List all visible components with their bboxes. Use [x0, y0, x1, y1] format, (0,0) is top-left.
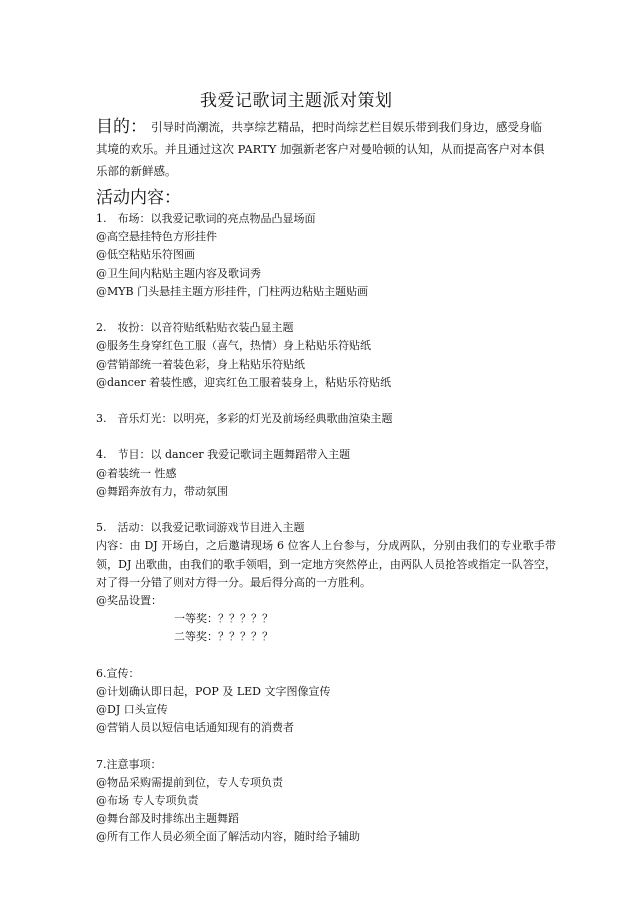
purpose-heading: 目的： [96, 117, 147, 137]
list-item: @计划确认即日起，POP 及 LED 文字图像宣传 [96, 684, 331, 698]
list-item: @dancer 着装性感，迎宾红色工服着装身上，粘贴乐符贴纸 [96, 375, 392, 389]
list-item: @卫生间内粘贴主题内容及歌词秀 [96, 266, 261, 280]
activity-content [96, 210, 556, 847]
section-5-paragraph: 内容：由 DJ 开场白，之后邀请现场 6 位客人上台参与，分成两队，分别由我们的专业歌手带领，DJ 出歌曲，由我们的歌手领唱，到一定地方突然停止，由两队人员抢答或指定一队答空，对了得一分错了则对方得一分。最后得分高的一方胜利。 [96, 539, 556, 589]
list-item: @服务生身穿红色工服（喜气，热情）身上粘贴乐符贴纸 [96, 339, 371, 353]
section-7-title: 7.注意事项： [96, 757, 162, 771]
page-title: 我爱记歌词主题派对策划 [200, 91, 393, 111]
section-2-title: 2. 妆扮：以音符贴纸粘贴衣装凸显主题 [96, 321, 294, 335]
list-item: @DJ 口头宣传 [96, 703, 168, 717]
activity-heading: 活动内容： [96, 188, 181, 208]
list-item: @所有工作人员必须全面了解活动内容，随时给予辅助 [96, 830, 360, 844]
list-item: @布场 专人专项负责 [96, 794, 199, 808]
section-1-title: 1. 布场：以我爱记歌词的亮点物品凸显场面 [96, 212, 316, 225]
purpose-paragraph [96, 116, 552, 182]
section-3-title: 3. 音乐灯光：以明亮，多彩的灯光及前场经典歌曲渲染主题 [96, 412, 393, 426]
list-item: @物品采购需提前到位，专人专项负责 [96, 775, 283, 789]
section-5-title: 5. 活动：以我爱记歌词游戏节目进入主题 [96, 521, 305, 535]
list-item: @着装统一 性感 [96, 466, 177, 480]
prize-second: 二等奖：？？？？？ [174, 630, 273, 644]
list-item: @营销人员以短信电话通知现有的消费者 [96, 721, 294, 735]
section-6-title: 6.宣传： [96, 666, 140, 680]
purpose-text: 引导时尚潮流，共享综艺精品，把时尚综艺栏目娱乐带到我们身边，感受身临其境的欢乐。并且通过这次 PARTY 加强新老客户对曼哈顿的认知，从而提高客户对本俱乐部的新鲜感。 [96, 120, 545, 178]
list-item: @舞蹈奔放有力，带动氛围 [96, 484, 228, 498]
list-item: @营销部统一着装色彩，身上粘贴乐符贴纸 [96, 357, 305, 371]
list-item: @高空悬挂特色方形挂件 [96, 230, 217, 244]
list-item: @舞台部及时排练出主题舞蹈 [96, 812, 239, 826]
prize-first: 一等奖：？？？？？ [174, 612, 273, 626]
prize-label: @奖品设置： [96, 593, 162, 607]
list-item: @MYB 门头悬挂主题方形挂件，门柱两边粘贴主题贴画 [96, 284, 369, 298]
list-item: @低空粘贴乐符图画 [96, 248, 195, 262]
section-4-title: 4. 节目：以 dancer 我爱记歌词主题舞蹈带入主题 [96, 448, 351, 462]
